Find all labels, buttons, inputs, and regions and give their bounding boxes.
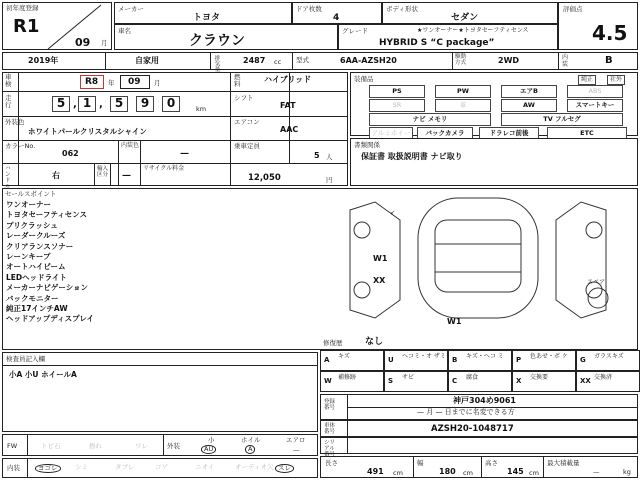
equipment-item: ABS bbox=[567, 85, 623, 98]
load-value: — bbox=[593, 468, 600, 476]
mileage-digit: 0 bbox=[162, 96, 180, 112]
shift-label: シフト bbox=[234, 94, 254, 102]
legend-name: 補修跡 bbox=[338, 374, 357, 381]
grade-note: ★ワンオーナー★トヨタセーフティセンス bbox=[417, 27, 529, 34]
height-value: 145 bbox=[507, 467, 524, 476]
score-label: 評価点 bbox=[563, 5, 583, 13]
first-registration-box bbox=[2, 2, 112, 50]
legend-code: XX bbox=[580, 377, 591, 385]
equipment-item: アルミホイー bbox=[369, 127, 413, 140]
legend-name: サビ bbox=[402, 374, 415, 381]
length-value: 491 bbox=[367, 467, 384, 476]
equipment-item: エアB bbox=[501, 85, 557, 98]
import-label: 輸入区分 bbox=[97, 166, 109, 179]
legend-code: C bbox=[452, 377, 458, 385]
sales-points-label: セールスポイント bbox=[5, 190, 57, 198]
interior-option: コゲ bbox=[155, 463, 168, 471]
damage-mark-2: XX bbox=[373, 276, 386, 285]
serial-label: シリアル bbox=[324, 440, 336, 453]
score-box bbox=[558, 2, 638, 50]
month-unit: 月 bbox=[101, 39, 108, 47]
width-label: 幅 bbox=[417, 459, 424, 467]
recycle-fee: 12,050 bbox=[248, 173, 281, 183]
legend-code: W bbox=[324, 377, 332, 385]
inspection-notes-box bbox=[2, 352, 318, 432]
fw-aero: エアロ bbox=[286, 436, 306, 444]
legend-name: ヘコミ・オ ザミ bbox=[402, 353, 446, 360]
fw-small-sub: AU bbox=[201, 445, 216, 454]
height-unit: cm bbox=[529, 469, 539, 477]
body-type-label: ボディ形状 bbox=[386, 5, 418, 13]
fw-label: FW bbox=[7, 442, 18, 450]
equipment-item: ナビ メモリ bbox=[369, 113, 491, 126]
legend-code: X bbox=[516, 377, 522, 385]
equipment-box bbox=[350, 72, 638, 136]
grade-label: グレード bbox=[342, 27, 368, 35]
equipment-item: 革 bbox=[435, 99, 491, 112]
equipment-item: SR bbox=[369, 99, 425, 112]
equipment-label: 装備品 bbox=[354, 75, 374, 83]
legend-code: P bbox=[516, 356, 522, 364]
legend-name: キズ・ヘコ ミ bbox=[466, 353, 504, 360]
legend-code: U bbox=[388, 356, 394, 364]
fw-opt-1: トビ石 bbox=[41, 442, 61, 450]
equipment-item: TV フルセグ bbox=[501, 113, 623, 126]
first-registration-month: 09 bbox=[75, 36, 91, 49]
legend-code: B bbox=[452, 356, 458, 364]
damage-mark-3: W1 bbox=[447, 317, 462, 326]
recycle-unit: 円 bbox=[326, 176, 333, 184]
repair-history-label: 修復歴 bbox=[323, 339, 343, 347]
usage: 自家用 bbox=[135, 56, 159, 65]
first-registration-era: R1 bbox=[13, 16, 40, 37]
body-type-value: セダン bbox=[451, 13, 479, 23]
damage-mark-1: W1 bbox=[373, 254, 388, 263]
sales-point-item: LEDヘッドライト bbox=[6, 272, 67, 282]
recycle-label: リサイクル料金 bbox=[143, 165, 185, 172]
interior-color: — bbox=[180, 149, 189, 159]
legend-code: S bbox=[388, 377, 394, 385]
dimensions-box bbox=[320, 456, 638, 478]
documents-label: 書類関係 bbox=[354, 141, 380, 149]
registration-plate: 神戸304め9061 bbox=[453, 396, 516, 405]
frame-box bbox=[320, 420, 638, 437]
interior-grade: B bbox=[605, 55, 613, 66]
sales-point-item: ヘッドアップディスプレイ bbox=[6, 314, 94, 324]
interior-option: タブレ bbox=[115, 463, 135, 471]
legend-name: 色あせ・ボ ケ bbox=[530, 353, 568, 360]
equipment-item: ETC bbox=[547, 127, 627, 140]
grade-box bbox=[338, 24, 558, 50]
aircon-label: エアコン bbox=[234, 118, 260, 126]
sales-point-item: 純正17インチAW bbox=[6, 304, 68, 313]
sales-point-item: レーンキープ bbox=[6, 252, 51, 261]
width-unit: cm bbox=[463, 469, 473, 477]
displacement: 2487 bbox=[243, 56, 266, 65]
registration-deadline: — 月 — 日までに名変できる方 bbox=[417, 408, 515, 416]
maker-value: トヨタ bbox=[193, 13, 221, 23]
sales-point-item: レーダークルーズ bbox=[6, 231, 66, 241]
interior-color-label: 内装色 bbox=[121, 142, 140, 149]
sales-point-item: ワンオーナー bbox=[6, 200, 51, 209]
equipment-item: スマートキー bbox=[567, 99, 623, 112]
drive-type: 2WD bbox=[498, 56, 520, 65]
legend-name: 交換要 bbox=[530, 374, 549, 381]
documents-box bbox=[350, 138, 638, 186]
fw-wheel-sub: A bbox=[245, 445, 255, 454]
handle-value: 右 bbox=[52, 171, 60, 180]
doors-value: 4 bbox=[333, 13, 340, 23]
aftermarket-tag: 社外 bbox=[607, 75, 625, 85]
body-type-box bbox=[382, 2, 558, 24]
inspection-era: R8 bbox=[85, 77, 99, 87]
fuel-value: ハイブリッド bbox=[264, 75, 312, 84]
documents-value: 保証書 取扱説明書 ナビ取り bbox=[361, 152, 463, 161]
equipment-item: ドラレコ前後 bbox=[479, 127, 539, 140]
registration-label: 登録番号 bbox=[324, 399, 336, 412]
length-label: 長さ bbox=[325, 459, 338, 467]
mileage-digit: 5 bbox=[110, 96, 128, 112]
doors-label: ドア枚数 bbox=[296, 5, 322, 13]
sales-point-item: トヨタセーフティセンス bbox=[6, 210, 87, 220]
length-unit: cm bbox=[393, 469, 403, 477]
frame-number: AZSH20-1048717 bbox=[431, 424, 514, 434]
equipment-item: AW bbox=[501, 99, 557, 112]
sales-point-item: プリクラッシュ bbox=[6, 220, 58, 230]
drive-label: 駆動方式 bbox=[455, 54, 467, 67]
model-year: 2019年 bbox=[28, 56, 59, 65]
mileage-unit: km bbox=[196, 105, 207, 113]
svg-text:↙: ↙ bbox=[390, 209, 396, 216]
car-name-box bbox=[114, 24, 338, 50]
model-code-label: 型式 bbox=[296, 56, 309, 64]
legend-code: G bbox=[580, 356, 586, 364]
fw-exterior-label: 外装 bbox=[167, 442, 180, 450]
color-no-label: カラーNo. bbox=[5, 142, 36, 150]
serial-box bbox=[320, 437, 638, 454]
car-name-label: 車名 bbox=[118, 27, 131, 35]
legend-name: ガラスキズ bbox=[594, 353, 624, 360]
repair-history-value: なし bbox=[365, 337, 384, 347]
mileage-digit: 1 bbox=[78, 96, 96, 112]
interior-option: スレ bbox=[275, 464, 294, 473]
legend-name: 腐食 bbox=[466, 374, 479, 381]
row2 bbox=[2, 52, 638, 70]
interior-option: ヨゴレ bbox=[35, 464, 61, 473]
registration-box bbox=[320, 394, 638, 420]
interior-row bbox=[2, 458, 318, 478]
spare-label: スペア bbox=[587, 279, 606, 286]
fw-aero-sub: — bbox=[293, 446, 300, 454]
color-no: 062 bbox=[62, 149, 79, 158]
interior-option: ニオイ bbox=[195, 463, 215, 471]
exterior-color-label: 外装色 bbox=[5, 118, 25, 126]
capacity-value: 5 bbox=[314, 151, 320, 160]
maker-label: メーカー bbox=[118, 5, 144, 13]
sales-point-item: バックモニター bbox=[6, 293, 59, 303]
mileage-comma: , bbox=[73, 99, 77, 110]
mileage-comma: , bbox=[99, 99, 103, 110]
exterior-color: ホワイトパールクリスタルシャイン bbox=[28, 127, 147, 136]
inspection-month: 09 bbox=[128, 77, 141, 87]
mileage-digit: 9 bbox=[136, 96, 154, 112]
mileage-label: 走行 bbox=[5, 94, 12, 110]
load-label: 最大積載量 bbox=[547, 459, 580, 467]
score-value: 4.5 bbox=[592, 21, 628, 45]
inspection-notes-value: 小A 小U ホイールA bbox=[9, 370, 77, 379]
import-value: — bbox=[122, 171, 131, 181]
capacity-label: 乗車定員 bbox=[234, 142, 260, 150]
maker-box bbox=[114, 2, 292, 24]
interior-row-label: 内装 bbox=[7, 464, 20, 472]
handle-label: ハンド bbox=[5, 166, 11, 185]
diagonal-line bbox=[3, 3, 113, 51]
legend-code: A bbox=[324, 356, 330, 364]
shift-value: FAT bbox=[280, 101, 296, 110]
inspection-label: 車検 bbox=[5, 73, 12, 89]
fw-row bbox=[2, 434, 318, 456]
capacity-unit: 人 bbox=[326, 153, 333, 161]
width-value: 180 bbox=[439, 467, 456, 476]
doors-box bbox=[292, 2, 382, 24]
displacement-label: 排気量 bbox=[213, 55, 220, 72]
sales-point-item: オートハイビーム bbox=[6, 262, 66, 272]
sales-point-item: メーカーナビゲーション bbox=[6, 283, 89, 293]
interior-grade-label: 内装 bbox=[562, 54, 569, 68]
sales-point-item: クリアランスソナー bbox=[6, 241, 74, 251]
cc-unit: cc bbox=[274, 58, 282, 66]
grade-value: HYBRID S “C package” bbox=[379, 38, 495, 48]
height-label: 高さ bbox=[485, 459, 498, 467]
genuine-tag: 純正 bbox=[578, 75, 596, 85]
fw-opt-3: ワレ bbox=[135, 442, 148, 450]
equipment-item: PS bbox=[369, 85, 425, 98]
inspection-notes-label: 検査員記入欄 bbox=[6, 355, 45, 363]
fuel-label: 燃料 bbox=[234, 73, 241, 89]
load-unit: kg bbox=[623, 468, 631, 476]
fw-small: 小 bbox=[208, 436, 215, 444]
interior-option: オーディオ欠 bbox=[235, 463, 274, 471]
fw-opt-2: 擦れ bbox=[89, 442, 102, 450]
equipment-item: バックカメラ bbox=[417, 127, 473, 140]
car-name-value: クラウン bbox=[189, 33, 245, 49]
inspection-year-unit: 年 bbox=[108, 79, 115, 87]
first-registration-label: 初年度登録 bbox=[6, 4, 39, 12]
interior-option: シミ bbox=[75, 463, 88, 471]
frame-label: 車体番号 bbox=[324, 423, 336, 436]
model-code: 6AA-AZSH20 bbox=[340, 56, 397, 65]
mileage-digit: 5 bbox=[52, 96, 70, 112]
legend-name: キズ bbox=[338, 353, 350, 360]
legend-name: 交換済 bbox=[594, 374, 613, 381]
fw-wheel: ホイル bbox=[241, 436, 261, 444]
equipment-item: PW bbox=[435, 85, 491, 98]
inspection-month-unit: 月 bbox=[154, 79, 161, 87]
aircon-value: AAC bbox=[280, 125, 299, 134]
